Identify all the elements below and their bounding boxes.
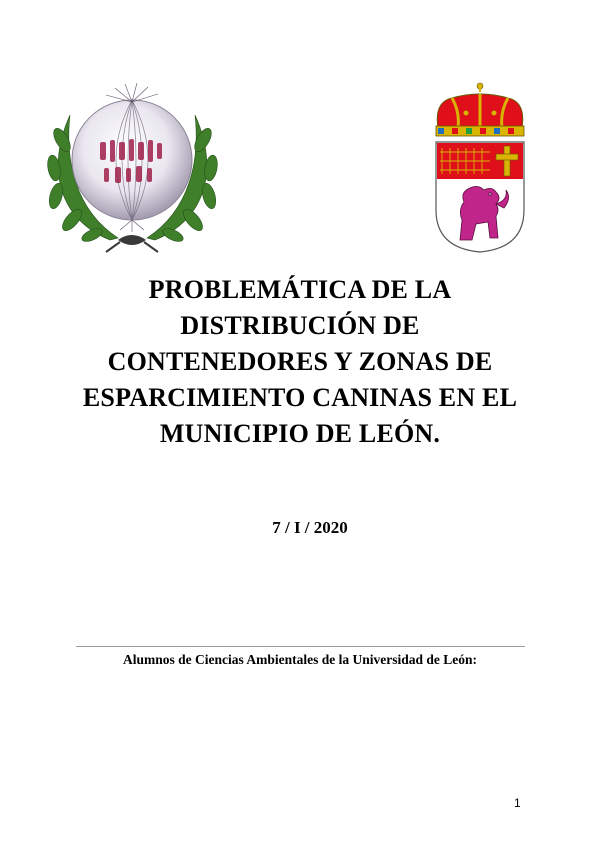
authors-label: Alumnos de Ciencias Ambientales de la Universidad de León: (122, 652, 478, 667)
title-line: PROBLEMÁTICA DE LA (148, 275, 452, 304)
page-number: 1 (514, 796, 521, 810)
leon-coat-of-arms (430, 80, 530, 255)
horizontal-divider (76, 646, 525, 647)
title-line: DISTRIBUCIÓN DE (180, 311, 420, 340)
university-seal-logo (40, 80, 225, 255)
title-line: ESPARCIMIENTO CANINAS EN EL (82, 383, 518, 412)
document-title (40, 272, 560, 452)
title-line: MUNICIPIO DE LEÓN. (159, 419, 441, 448)
document-date: 7 / I / 2020 (272, 518, 348, 537)
title-line: CONTENEDORES Y ZONAS DE (107, 347, 493, 376)
